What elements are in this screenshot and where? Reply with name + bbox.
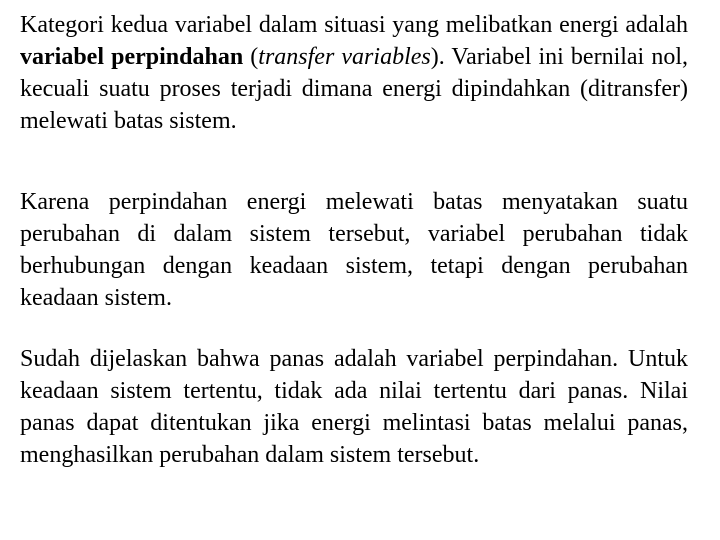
term-transfer-variables: transfer variables: [258, 44, 431, 70]
paragraph-1-intro: Kategori kedua variabel dalam situasi yang melibatkan energi adalah: [20, 12, 688, 38]
paragraph-heat: Sudah dijelaskan bahwa panas adalah variabel perpindahan. Untuk keadaan sistem tertentu, tidak ada nilai tertentu dari panas. Nilai panas dapat ditentukan jika energi melintasi batas melalui panas, menghasilkan perubahan dalam sistem tersebut.: [20, 346, 688, 468]
paragraph-1-rest: ). Variabel ini bernilai nol, kecuali suatu proses terjadi dimana energi dipindahkan (ditransfer) melewati batas sistem.: [20, 44, 689, 134]
paragraph-energy-transfer: Karena perpindahan energi melewati batas menyatakan suatu perubahan di dalam sistem tersebut, variabel perubahan tidak berhubungan dengan keadaan sistem, tetapi dengan perubahan keadaan sistem.: [20, 189, 688, 311]
paragraph-1-open-paren: (: [243, 44, 259, 70]
term-variabel-perpindahan: variabel perpindahan: [20, 44, 244, 70]
paragraph-transfer-variables: [20, 9, 688, 137]
